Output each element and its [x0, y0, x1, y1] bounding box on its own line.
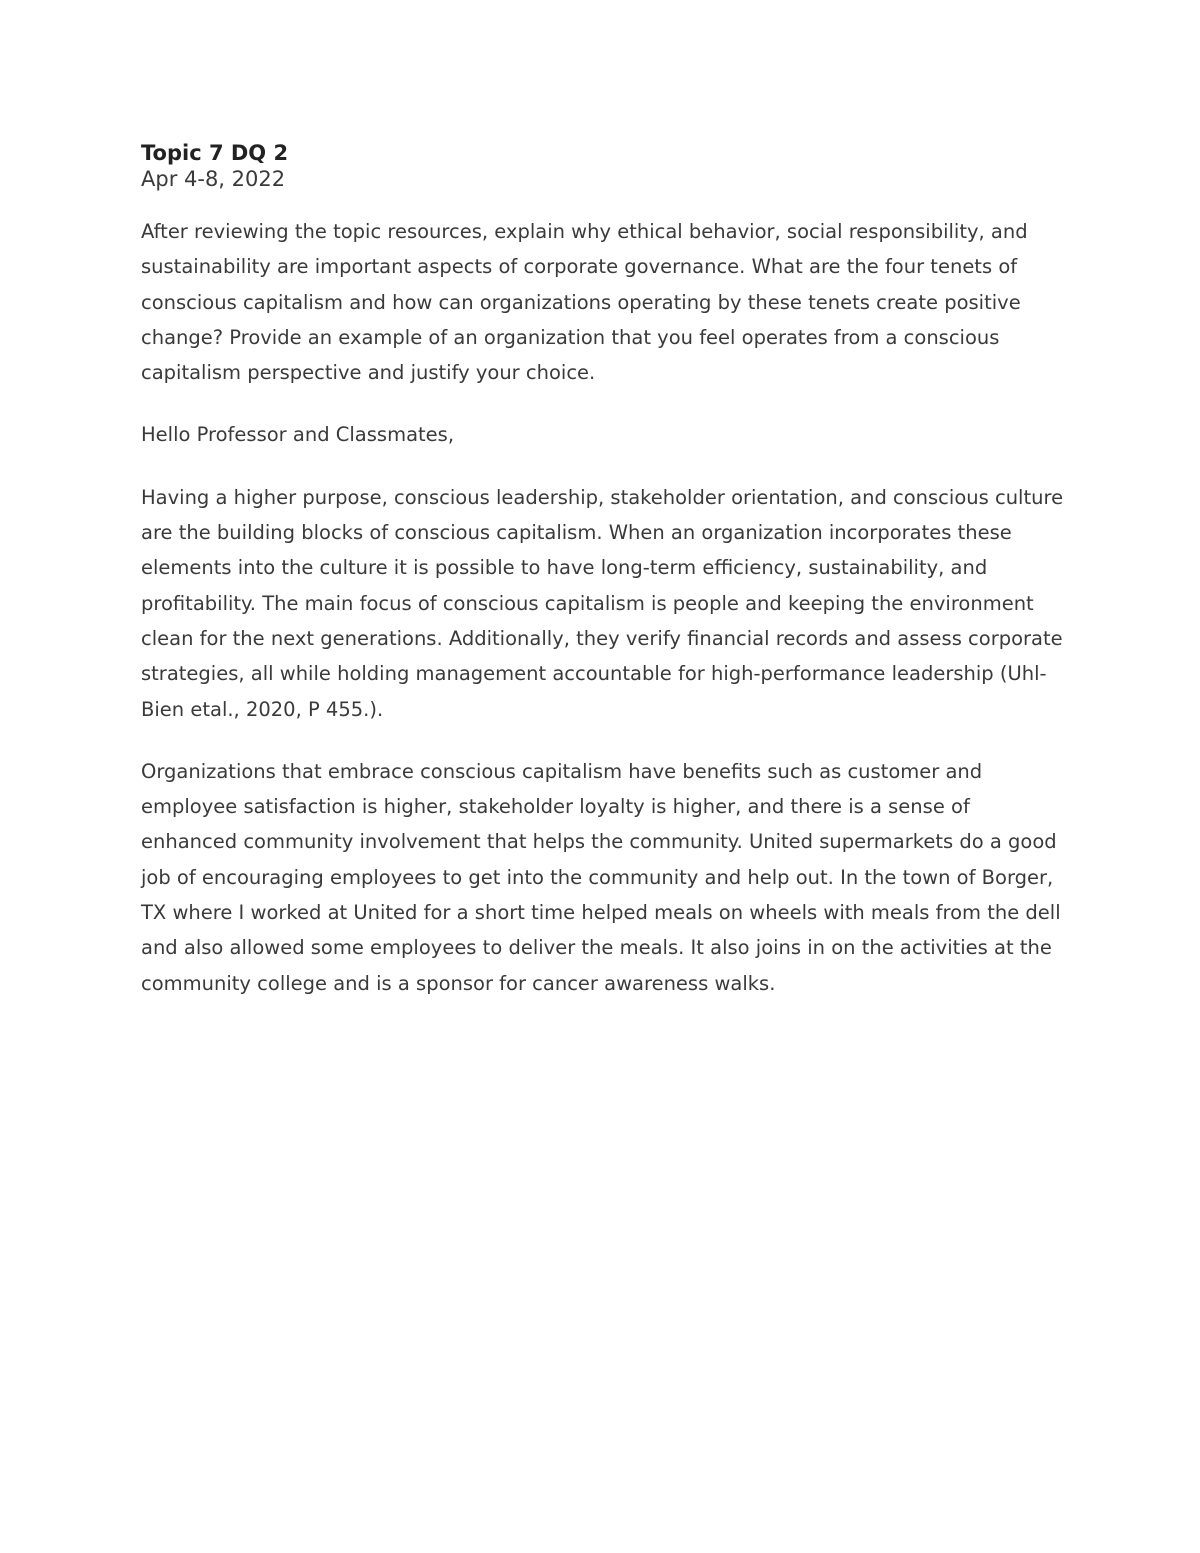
document-date: Apr 4-8, 2022 — [141, 167, 286, 191]
greeting-paragraph: Hello Professor and Classmates, — [141, 423, 455, 447]
body-paragraph-1: Having a higher purpose, conscious leadership, stakeholder orientation, and conscious culture are the building blocks of conscious capitalism. When an organization incorporates these elements into the culture it is possible to have long-term efficiency, sustainability, and profitability. The main focus of conscious capitalism is people and keeping the environment clean for the next generations. Additionally, they verify financial records and assess corporate strategies, all while holding management accountable for high-performance leadership (Uhl-Bien etal., 2020, P 455.). — [141, 485, 1064, 721]
document-body — [141, 139, 1071, 1028]
prompt-paragraph: After reviewing the topic resources, explain why ethical behavior, social responsibility, and sustainability are important aspects of corporate governance. What are the four tenets of conscious capitalism and how can organizations operating by these tenets create positive change? Provide an example of an organization that you feel operates from a conscious capitalism perspective and justify your choice. — [141, 220, 1028, 385]
document-title: Topic 7 DQ 2 — [141, 141, 289, 165]
body-paragraph-2: Organizations that embrace conscious capitalism have benefits such as customer and employee satisfaction is higher, stakeholder loyalty is higher, and there is a sense of enhanced community involvement that helps the community. United supermarkets do a good job of encouraging employees to get into the community and help out. In the town of Borger, TX where I worked at United for a short time helped meals on wheels with meals from the dell and also allowed some employees to deliver the meals. It also joins in on the activities at the community college and is a sponsor for cancer awareness walks. — [141, 759, 1061, 995]
